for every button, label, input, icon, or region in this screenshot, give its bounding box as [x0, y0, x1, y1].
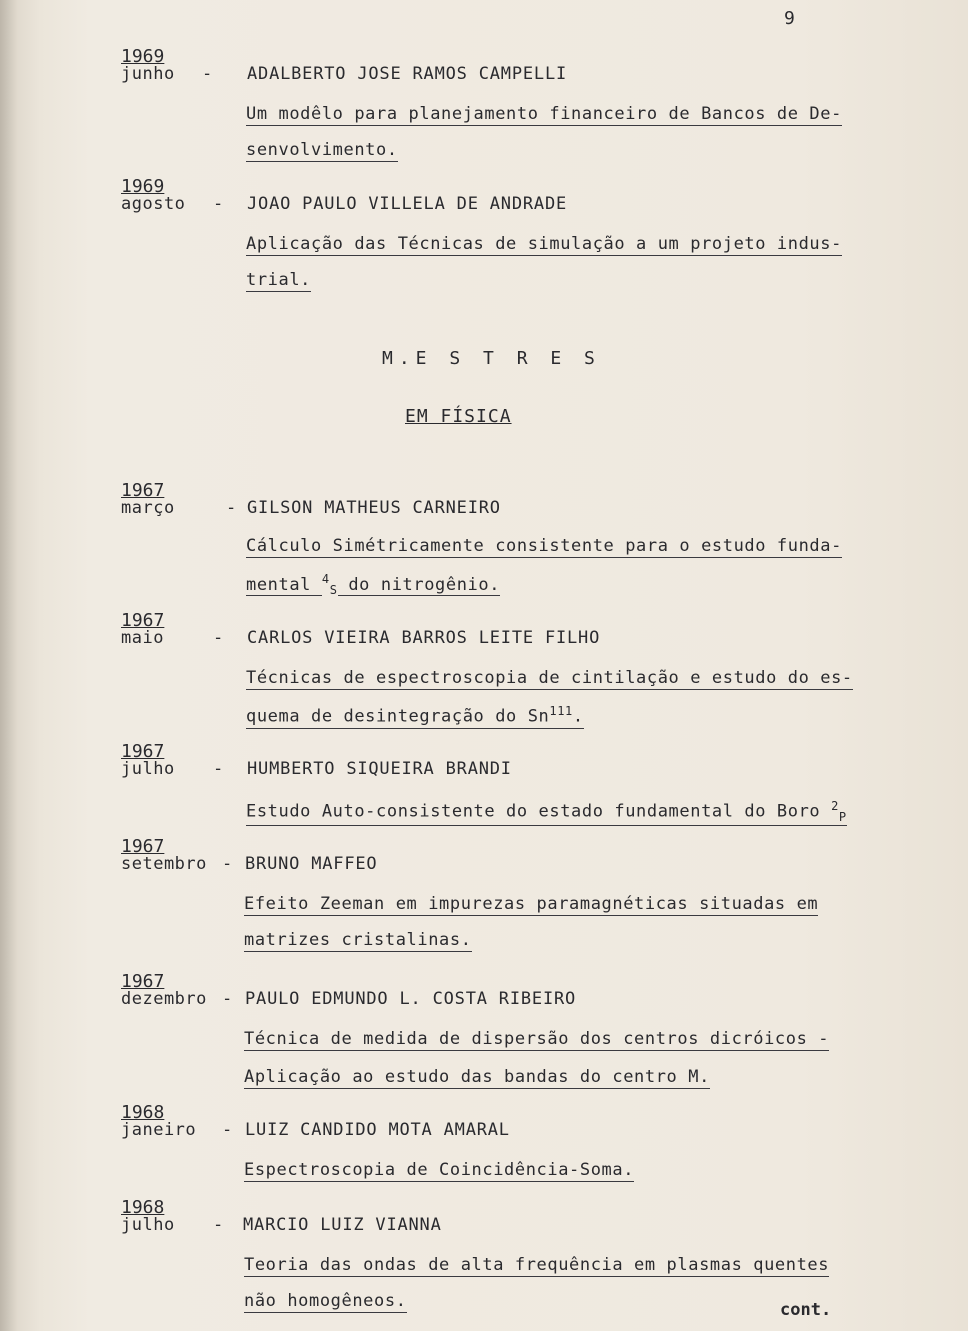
entry-year: 1967	[121, 480, 165, 501]
entry-author: CARLOS VIEIRA BARROS LEITE FILHO	[247, 628, 601, 648]
title-text: .	[572, 706, 584, 727]
entry-year: 1967	[121, 741, 165, 762]
continuation-note: cont.	[780, 1300, 832, 1320]
entry-year: 1968	[121, 1102, 165, 1123]
entry-dash: -	[213, 628, 224, 648]
entry-dash: -	[226, 498, 237, 518]
entry-dash: -	[222, 1120, 233, 1140]
entry-title-line: Aplicação ao estudo das bandas do centro M.	[244, 1067, 710, 1087]
entry-month: junho	[121, 64, 175, 84]
superscript: 111	[549, 704, 573, 718]
entry-author: ADALBERTO JOSE RAMOS CAMPELLI	[247, 64, 568, 84]
entry-author: BRUNO MAFFEO	[245, 854, 378, 874]
entry-month: janeiro	[121, 1120, 197, 1140]
entry-title-line: Um modêlo para planejamento financeiro de Bancos de De-	[246, 104, 842, 124]
entry-year: 1968	[121, 1197, 165, 1218]
superscript: 4	[321, 572, 330, 586]
entry-author: MARCIO LUIZ VIANNA	[243, 1215, 442, 1235]
title-text: mental	[246, 574, 322, 595]
entry-title-line	[246, 572, 500, 598]
entry-title-line: Efeito Zeeman em impurezas paramagnéticas situadas em	[244, 894, 819, 914]
entry-title-line: Cálculo Simétricamente consistente para o estudo funda-	[246, 536, 842, 556]
entry-title-line: Técnicas de espectroscopia de cintilação e estudo do es-	[246, 668, 853, 688]
page-spine-shadow	[0, 0, 18, 1331]
subscript: S	[329, 583, 338, 598]
entry-month: julho	[121, 759, 175, 779]
entry-month: agosto	[121, 194, 186, 214]
entry-title-line: Teoria das ondas de alta frequência em plasmas quentes	[244, 1255, 830, 1275]
entry-author: LUIZ CANDIDO MOTA AMARAL	[245, 1120, 510, 1140]
entry-dash: -	[222, 989, 233, 1009]
entry-title-line: trial.	[246, 270, 312, 290]
entry-month: março	[121, 498, 175, 518]
entry-author: HUMBERTO SIQUEIRA BRANDI	[247, 759, 512, 779]
entry-title-line: não homogêneos.	[244, 1291, 407, 1311]
entry-author: GILSON MATHEUS CARNEIRO	[247, 498, 501, 518]
entry-dash: -	[213, 194, 224, 214]
entry-month: maio	[121, 628, 164, 648]
title-text: Estudo Auto-consistente do estado fundamental do Boro	[246, 801, 832, 822]
entry-title-line: matrizes cristalinas.	[244, 930, 472, 950]
entry-year: 1967	[121, 971, 165, 992]
entry-title-line	[246, 704, 584, 729]
subscript: P	[838, 810, 847, 825]
entry-author: JOAO PAULO VILLELA DE ANDRADE	[247, 194, 568, 214]
entry-month: julho	[121, 1215, 175, 1235]
entry-title-line	[246, 799, 847, 826]
section-heading: M.E S T R E S	[382, 348, 601, 369]
entry-title-line: Espectroscopia de Coincidência-Soma.	[244, 1160, 635, 1180]
title-text: quema de desintegração do Sn	[246, 706, 550, 727]
entry-year: 1967	[121, 836, 165, 857]
entry-dash: -	[202, 64, 213, 84]
page-number: 9	[784, 8, 795, 29]
superscript: 2	[831, 799, 839, 813]
entry-year: 1967	[121, 610, 165, 631]
entry-month: dezembro	[121, 989, 207, 1009]
entry-dash: -	[213, 1215, 224, 1235]
entry-dash: -	[222, 854, 233, 874]
entry-title-line: senvolvimento.	[246, 140, 398, 160]
section-subheading: EM FÍSICA	[405, 406, 512, 427]
entry-title-line: Técnica de medida de dispersão dos centros dicróicos -	[244, 1029, 830, 1049]
entry-month: setembro	[121, 854, 207, 874]
entry-year: 1969	[121, 176, 165, 197]
entry-author: PAULO EDMUNDO L. COSTA RIBEIRO	[245, 989, 577, 1009]
entry-year: 1969	[121, 46, 165, 67]
entry-title-line: Aplicação das Técnicas de simulação a um projeto indus-	[246, 234, 842, 254]
title-text: do nitrogênio.	[337, 574, 501, 595]
entry-dash: -	[213, 759, 224, 779]
